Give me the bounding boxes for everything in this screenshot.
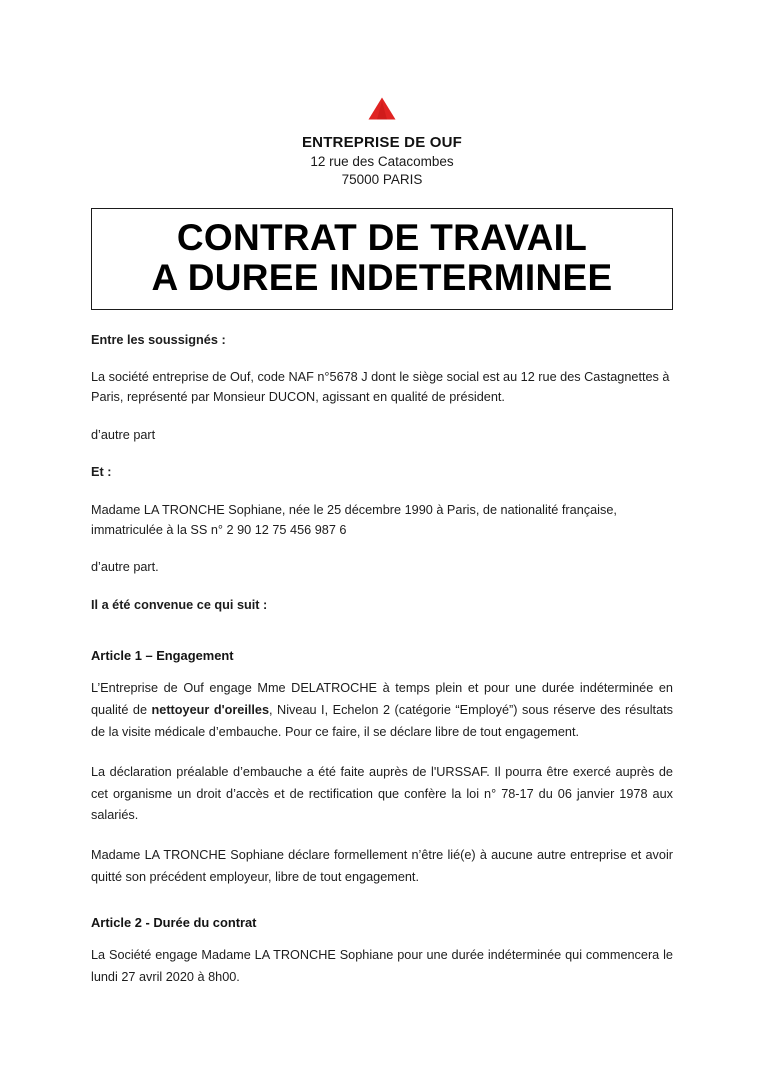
employee-closing: d’autre part. [91,560,159,575]
red-triangle-logo-icon [365,96,399,122]
article-heading: Article 1 – Engagement [91,647,234,663]
contract-title-line-2: A DUREE INDETERMINEE [151,257,613,299]
article-paragraph [91,945,673,989]
parties-heading: Entre les soussignés : [91,332,226,347]
paragraph-text: L’Entreprise de Ouf engage Mme DELATROCHE à temps plein et pour une durée indéterminée en qualité de [91,681,673,717]
paragraph-text: , Niveau I, Echelon 2 (catégorie “Employé”) sous réserve des résultats de la visite médicale d’embauche. Pour ce faire, il se déclare libre de tout engagement. [91,702,673,739]
paragraph-text: La Société engage Madame LA TRONCHE Sophiane pour une durée indéterminée qui commencera le lundi 27 avril 2020 à 8h00. [91,948,673,985]
logo-wrapper [0,96,764,126]
employer-paragraph: La société entreprise de Ouf, code NAF n°5678 J dont le siège social est au 12 rue des Castagnettes à Paris, représenté par Monsieur DUCON, agissant en qualité de président. [91,370,670,404]
letterhead [0,0,764,189]
agreement-heading: Il a été convenue ce qui suit : [91,598,268,613]
company-street-address: 12 rue des Catacombes [310,154,454,169]
article-paragraph [91,678,673,744]
article-paragraph [91,762,673,828]
articles-container [91,646,673,989]
article-heading: Article 2 - Durée du contrat [91,914,257,930]
document-body [0,310,764,989]
and-heading: Et : [91,465,112,480]
employer-closing: d’autre part [91,427,156,442]
employee-paragraph: Madame LA TRONCHE Sophiane, née le 25 décembre 1990 à Paris, de nationalité française, immatriculée à la SS n° 2 90 12 75 456 987 6 [91,503,617,537]
paragraph-text: La déclaration préalable d’embauche a été faite auprès de l'URSSAF. Il pourra être exercé auprès de cet organisme un droit d’accès et de rectification que confère la loi n° 78-17 du 06 janvier 1978 aux salariés. [91,764,673,823]
paragraph-text: Madame LA TRONCHE Sophiane déclare formellement n’être lié(e) à aucune autre entreprise et avoir quitté son précédent employeur, libre de tout engagement. [91,848,673,885]
company-name: ENTREPRISE DE OUF [301,134,463,151]
contract-title-line-1: CONTRAT DE TRAVAIL [176,217,588,259]
company-city-address: 75000 PARIS [341,172,423,188]
article-paragraph [91,845,673,889]
contract-title-box [91,208,673,309]
emphasis-text: nettoyeur d'oreilles [151,702,270,717]
